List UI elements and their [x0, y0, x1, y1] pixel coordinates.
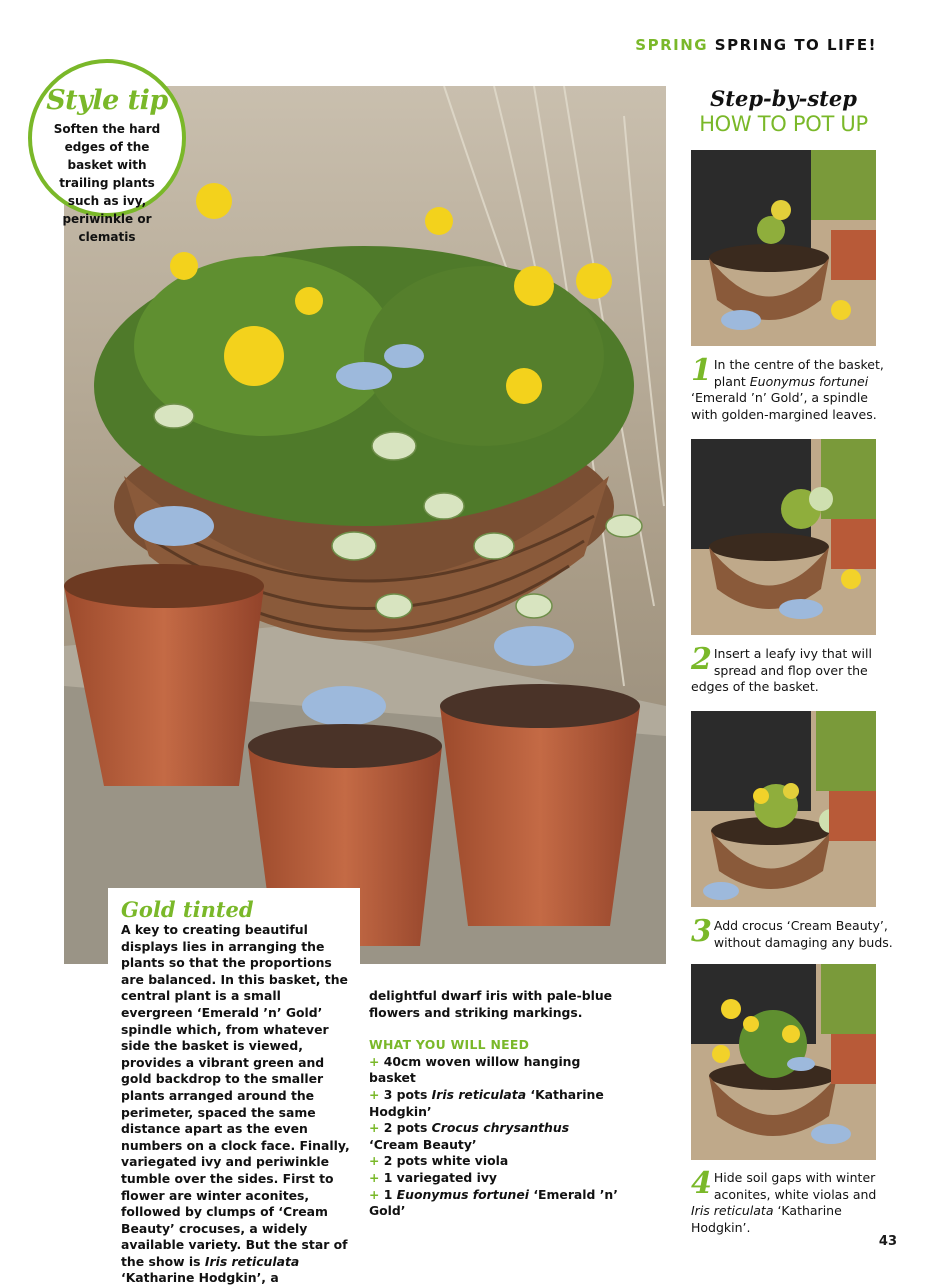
article-col1-italic: Iris reticulata: [204, 1253, 300, 1269]
plus-icon: +: [369, 1120, 380, 1136]
plus-icon: +: [369, 1153, 380, 1169]
plus-icon: +: [369, 1169, 380, 1185]
step-1-number: 1: [691, 353, 712, 388]
step-4-number: 4: [691, 1166, 712, 1201]
needs-item-italic: Crocus chrysanthus: [431, 1120, 570, 1136]
article-col1-text: A key to creating beautiful displays lies in arranging the plants so that the proportions are balanced. In this basket, the central plant is a small evergreen ‘Emerald ’n’ Gold’ spindle which, from whatever side the basket is viewed, provides a vibrant green and gold backdrop to the smaller plants arranged around the perimeter, spaced the same distance apart as the even numbers on a clock face. Finally, variegated ivy and periwinkle tumble over the sides. First to flower are winter aconites, followed by clumps of ‘Cream Beauty’ crocuses, a widely available variety. But the star of the show is: [121, 922, 350, 1269]
needs-item: [369, 1153, 619, 1170]
plus-icon: +: [369, 1186, 380, 1202]
needs-item-italic: Iris reticulata: [431, 1086, 527, 1102]
needs-item-text: 3 pots: [383, 1086, 432, 1102]
step-4-photo: [691, 964, 876, 1160]
needs-item: [369, 1187, 619, 1220]
step-1-text-b: ‘Emerald ’n’ Gold’, a spindle with golden-margined leaves.: [691, 390, 877, 422]
needs-item: [369, 1054, 619, 1087]
needs-item: [369, 1170, 619, 1187]
page-number: 43: [878, 1234, 897, 1249]
needs-item: [369, 1120, 619, 1153]
needs-item: [369, 1087, 619, 1120]
plus-icon: +: [369, 1053, 380, 1069]
step-3-number: 3: [691, 914, 712, 949]
style-tip-badge: [28, 59, 186, 244]
needs-item-text-end: ‘Cream Beauty’: [369, 1136, 477, 1152]
style-tip-title: Style tip: [46, 85, 168, 116]
step-4-text-a: Hide soil gaps with winter aconites, white violas and: [713, 1170, 877, 1202]
step-2-text: Insert a leafy ivy that will spread and flop over the edges of the basket.: [691, 646, 872, 694]
style-tip-body: Soften the hard edges of the basket with trailing plants such as ivy, periwinkle or clematis: [53, 122, 161, 244]
needs-item-text: 2 pots: [383, 1120, 432, 1136]
needs-item-text: 40cm woven willow hanging basket: [369, 1053, 581, 1086]
section-label: SPRING: [635, 36, 709, 54]
article-column-2: [369, 988, 619, 1220]
step-1-caption: [691, 353, 896, 423]
steps-title-script: Step-by-step: [710, 86, 857, 111]
article-title: Gold tinted: [121, 897, 254, 922]
step-1-italic: Euonymus fortunei: [749, 373, 869, 389]
section-header: [635, 36, 877, 54]
step-4-caption: [691, 1166, 896, 1236]
step-4-italic: Iris reticulata: [691, 1203, 774, 1218]
step-1-photo: [691, 150, 876, 346]
steps-title-caps: HOW TO POT UP: [699, 112, 868, 136]
needs-heading: WHAT YOU WILL NEED: [369, 1037, 530, 1053]
needs-item-italic: Euonymus fortunei: [396, 1186, 530, 1202]
article-column-1: [121, 922, 353, 1287]
step-3-text: Add crocus ‘Cream Beauty’, without damaging any buds.: [713, 918, 893, 950]
step-3-photo: [691, 711, 876, 907]
step-2-photo: [691, 439, 876, 635]
needs-item-text-end: ‘Emerald ’n’ Gold’: [369, 1186, 618, 1219]
step-2-caption: [691, 642, 896, 696]
article-col1-end: ‘Katharine Hodgkin’, a: [121, 1270, 279, 1286]
section-title: SPRING TO LIFE!: [714, 36, 877, 54]
needs-item-text: 1 variegated ivy: [383, 1169, 497, 1185]
needs-item-text-end: ‘Katharine Hodgkin’: [369, 1086, 604, 1119]
step-1-text-a: In the centre of the basket, plant: [713, 357, 884, 389]
step-2-number: 2: [691, 642, 712, 677]
step-4-text-b: ‘Katharine Hodgkin’.: [691, 1203, 842, 1235]
plus-icon: +: [369, 1086, 380, 1102]
needs-item-text: 2 pots white viola: [383, 1153, 509, 1169]
article-col2-text: delightful dwarf iris with pale-blue flowers and striking markings.: [369, 988, 613, 1020]
needs-item-text: 1: [383, 1186, 397, 1202]
step-3-caption: [691, 914, 896, 951]
